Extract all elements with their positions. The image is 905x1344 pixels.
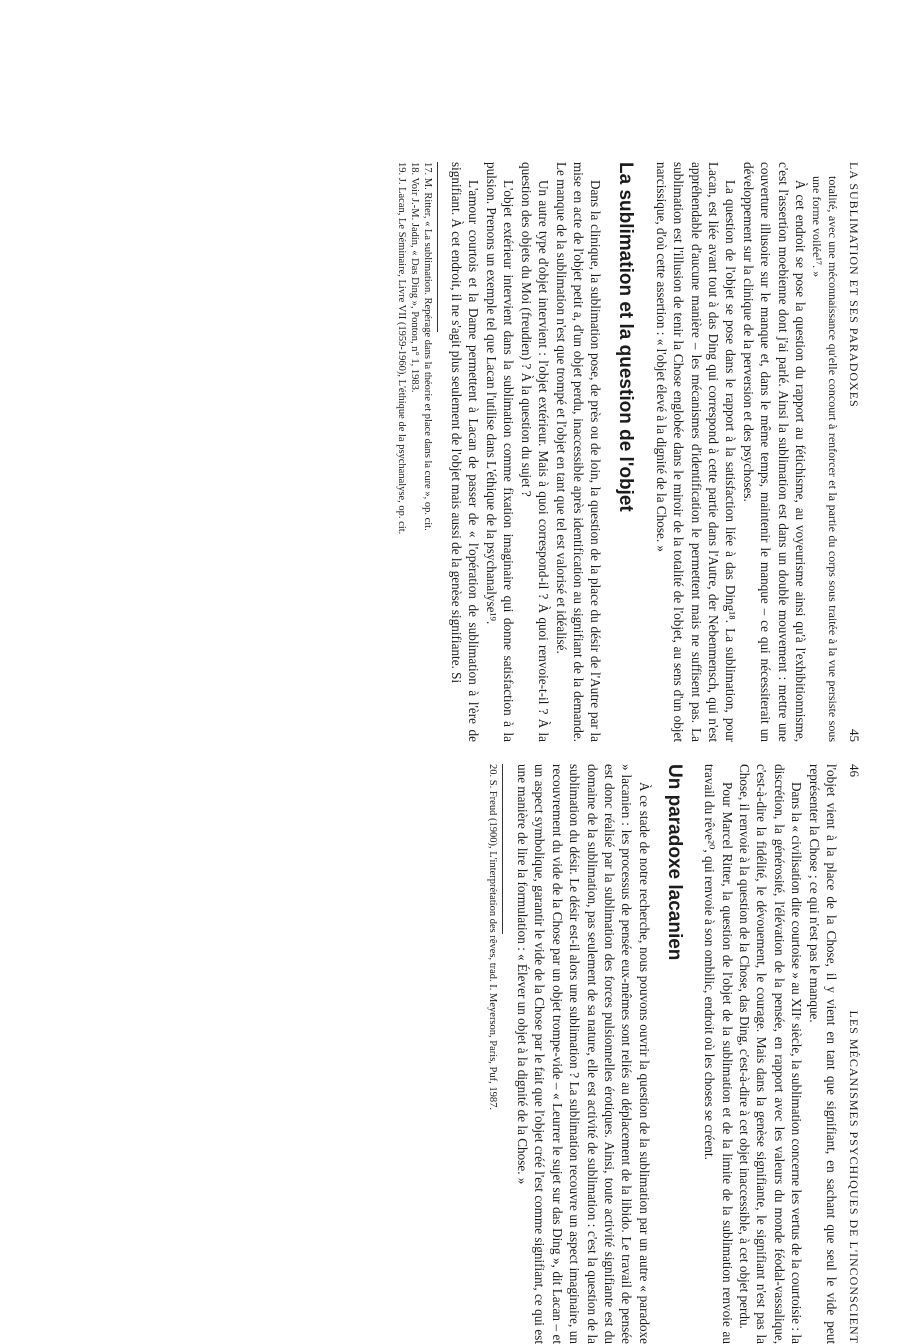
paragraph: La question de l'objet se pose dans le rapport à la satisfaction liée à das Ding¹⁸. La sublimation, pour Lacan, est liée avant tout à das Ding qui correspond à cette partie dans l'Autre, der Nebenmensch, qui n'est appréhendable d'aucune manière – les mécanismes d'identification le permettent mais ne suffisent pas. La sublimation est l'illusion de tenir la Chose englobée dans le miroir de la totalité de l'objet, au sens d'un objet narcissique, d'où cette assertion : « l'objet élevé à la dignité de la Chose. » — [653, 162, 739, 742]
footnote-rule — [434, 162, 438, 332]
page-header — [846, 764, 862, 1344]
footnote: 18. Voir J.-M. Jadin, « Das Ding », Ponton, n° 1, 1983. — [408, 162, 420, 393]
paragraph: l'objet vient à la place de la Chose, il y vient en tant que signifiant, en sachant que seul le vide peut représenter la Chose ; ce qui n'est pas le manque. — [806, 764, 839, 1344]
paragraph: Dans la « civilisation dite courtoise » au XIIᵉ siècle, la sublimation concerne les vertus de la courtoisie : la discrétion, la générosité, l'élévation de la pensée, en rapport avec les valeurs du monde féodal-vassalique, c'est-à-dire la fidélité, le dévouement, le courage. Mais dans la genèse signifiante, le signifiant n'est pas la Chose, il renvoie à la question de la Chose, das Ding, c'est-à-dire à cet objet inaccessible, à cet objet perdu. — [736, 764, 805, 1344]
footnote: 19. J. Lacan, Le Séminaire, Livre VII (1959-1960), L'éthique de la psychanalyse, op. cit. — [395, 162, 407, 535]
paragraph: Pour Marcel Ritter, la question de l'objet de la sublimation et de la limite de la sublimation renvoie au travail du rêve²⁰, qui renvoie à son ombilic, endroit où les choses se créent. — [702, 764, 735, 1344]
paragraph: Dans la clinique, la sublimation pose, de près ou de loin, la question de la place du désir de l'Autre par la mise en acte de l'objet petit a, d'un objet perdu, inaccessible après identification au signifiant de la demande. Le manque de la sublimation n'est que trompé et l'objet en tant que tel est valorisé et idéalisé. — [553, 162, 604, 742]
paragraph: À cet endroit se pose la question du rapport au fétichisme, au voyeurisme ainsi qu'à l'exhibitionnisme, c'est l'assertion moebienne dont j'ai parlé. Ainsi la sublimation est dans un double mouvement : mettre une couverture illusoire sur le manque et, dans le même temps, maintenir le manque – ce qui nécessiterait un développement sur la clinique de la perversion et des psychoses. — [740, 162, 808, 742]
section-heading: Un paradoxe lacanien — [663, 764, 685, 961]
footnote-rule — [500, 764, 504, 934]
footnote: 17. M. Ritter, « La sublimation. Repérage dans la théorie et place dans la cure », op. cit. — [421, 162, 433, 531]
paragraph: L'objet extérieur intervient dans la sublimation comme fixation imaginaire qui donne satisfaction à la pulsion. Prenons un exemple tel que Lacan l'utilise dans L'éthique de la psychanalyse¹⁹. — [483, 162, 517, 742]
running-title: LA SUBLIMATION ET SES PARADOXES — [847, 162, 861, 408]
footnote: 20. S. Freud (1900), L'interprétation des rêves, trad. I. Meyerson, Paris, Puf, 1987. — [487, 764, 499, 1110]
quote-paragraph: totalité, avec une méconnaissance qu'elle concourt à renforcer et la partie du corps sous traitée à la vue persiste sous une forme voilée¹⁷. » — [810, 176, 840, 742]
page-number: 45 — [847, 729, 862, 742]
section-heading: La sublimation et la question de l'objet — [615, 162, 637, 512]
page-45 — [42, 162, 862, 742]
paragraph: À ce stade de notre recherche, nous pouvons ouvrir la question de la sublimation par un autre « paradoxe » lacanien : les processus de pensée eux-mêmes sont reliés au déplacement de la libido. Le travail de pensée est donc réalisé par la sublimation des forces pulsionnelles érotiques. Ainsi, toute activité signifiante est du domaine de la sublimation, pas seulement de sa nature, elle est activité de sublimation : c'est la question de la sublimation du désir. Le désir est-il alors une sublimation ? La sublimation recouvre un aspect imaginaire, un recouvrement du vide de la Chose par un objet trompe-vide – « Leurrer le sujet sur das Ding », dit Lacan – et un aspect symbolique, garantir le vide de la Chose par le fait que l'objet créé l'est comme signifiant, ce qui est une manière de lire la formulation : « Élever un objet à la dignité de la Chose. » — [514, 764, 652, 1344]
paragraph: Un autre type d'objet intervient : l'objet extérieur. Mais à quoi correspond-il ? À quoi renvoie-t-il ? À la question des objets du Moi (freudien) ? À la question du sujet ? — [518, 162, 552, 742]
running-title: LES MÉCANISMES PSYCHIQUES DE L'INCONSCIENT — [847, 1010, 861, 1344]
page-46 — [42, 764, 862, 1344]
page-number: 46 — [847, 764, 862, 777]
paragraph: L'amour courtois et la Dame permettent à Lacan de passer de « l'opération de sublimation à l'ère de signifiant. À cet endroit, il ne s'agit plus seulement de l'objet mais aussi de la genèse signifiante. Si — [449, 162, 482, 742]
page-header — [846, 162, 862, 742]
